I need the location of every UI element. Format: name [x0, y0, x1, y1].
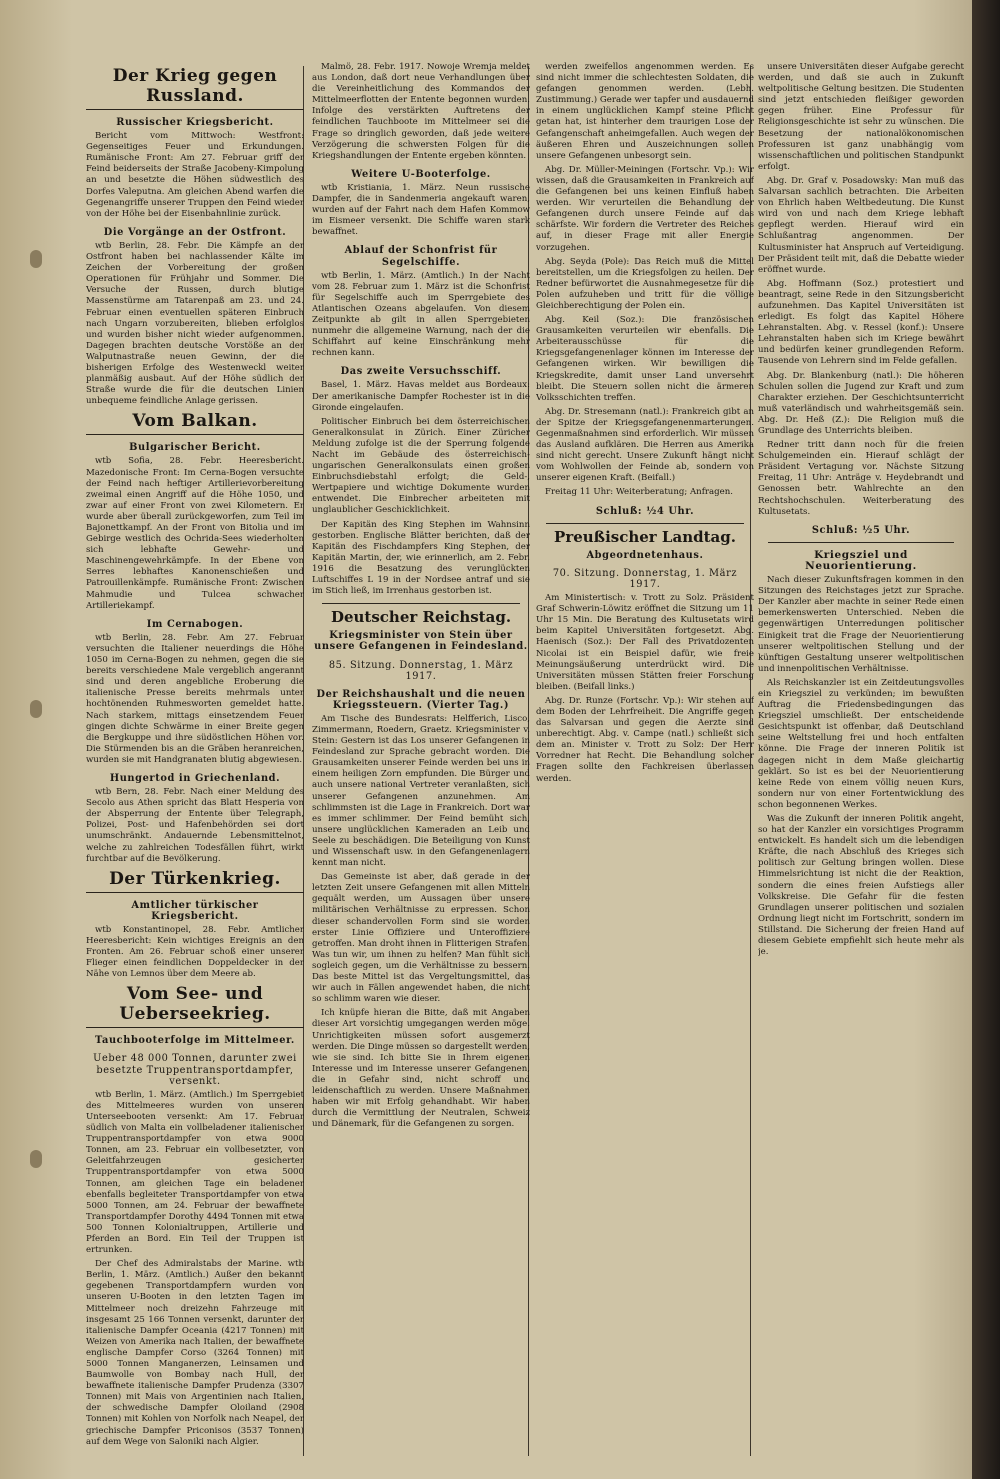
subhead-tonnage: Ueber 48 000 Tonnen, darunter zwei besetzte Truppentransportdampfer, versenkt. — [93, 1053, 297, 1087]
article-paragraph: Nach dieser Zukunftsfragen kommen in den Sitzungen des Reichstages jetzt zur Sprache. Der Kanzler aber machte in seiner Rede einen bemerkenswerten Unterschied. Neben die gegenwärtigen Unterredungen politischer Einigkeit trat die Frage der Neuorientierung unserer weltpolitischen Stellung und der künftigen Gestaltung unserer weltpolitischen und innenpolitischen Verhältnisse. — [758, 575, 964, 674]
article-paragraph: wtb Berlin, 28. Febr. Die Kämpfe an der Ostfront haben bei nachlassender Kälte im Zeichen der Vorbereitung der großen Operationen für Frühjahr und Sommer. Die Versuche der Russen, durch blutige Massenstürme am Tatarenpaß am 23. und 24. Februar einen eventuellen späteren Einbruch nach Ungarn vorzubereiten, blieben erfolglos und wurden bisher nicht wieder aufgenommen. Dagegen brachten deutsche Vorstöße an der Walputnastraße neuen Gewinn, der die bisherigen Erfolge des Westenweckl weiter planmäßig ausbaut. Auf der Höhe südlich der Straße wurde die für die deutschen Linien unbequeme feindliche Anlage gerissen. — [86, 240, 304, 407]
subhead-cerna: Im Cernabogen. — [146, 618, 244, 630]
subhead-budget: Der Reichshaushalt und die neuen Kriegssteuern. (Vierter Tag.) — [316, 688, 526, 711]
article-paragraph: Abg. Keil (Soz.): Die französischen Grausamkeiten verurteilen wir ebenfalls. Die Arbeiterausschüsse für die Kriegsgefangenenlager können im Interesse der Gefangenen wirken. Wir bewilligen die Kriegskredite, damit unser Land unversehrt bleibt. Die Steuern sollen nicht die ärmeren Volksschichten treffen. — [536, 315, 754, 403]
article-paragraph: Abg. Hoffmann (Soz.) protestiert und beantragt, seine Rede in den Sitzungsbericht aufzunehmen. Das Kapitel Universitäten ist erledigt. Es folgt das Kapitel Höhere Lehranstalten. Abg. v. Ressel (konf.): Unsere Lehranstalten haben sich im Kriege bewährt und bedürfen keiner grundlegenden Reform. Tausende von Lehrern sind im Felde gefallen. — [758, 278, 964, 367]
article-paragraph: wtb Bern, 28. Febr. Nach einer Meldung des Secolo aus Athen spricht das Blatt Hesperia von der Absperrung der Entente über Telegraph, Polizei, Post- und Hafenbehörden sei dort unumschränkt. Andauernde Lebensmittelnot, welche zu zahlreichen Todesfällen führt, wirkt furchtbar auf die Bevölkerung. — [86, 787, 304, 864]
article-paragraph: Malmö, 28. Febr. 1917. Nowoje Wremja meldet aus London, daß dort neue Verhandlungen über die Vereinheitlichung des Kommandos der Mittelmeerflotten der Entente begonnen wurden. Infolge des verstärkten Auftretens der feindlichen Tauchboote im Mittelmeer sei die Frage so dringlich geworden, daß jede weitere Verzögerung die schwersten Folgen für die Kriegshandlungen der Entente ergeben könnten. — [312, 62, 530, 161]
article-paragraph: Abg. Dr. Stresemann (natl.): Frankreich gibt an der Spitze der Kriegsgefangenenmarterungen. Gegenmaßnahmen sind erforderlich. Wir müssen das Ausland aufklären. Die Herren aus Amerika sind nicht gerecht. Unsere Zukunft hängt nicht vom Wohlwollen der Feinde ab, sondern von unserer eigenen Kraft. (Beifall.) — [536, 406, 754, 484]
column-3 — [536, 62, 754, 788]
article-paragraph: wtb Berlin, 1. März. (Amtlich.) Im Sperrgebiet des Mittelmeeres wurden von unseren Unterseebooten versenkt: Am 17. Februar südlich von Malta ein vollbeladener italienischer Truppentransportdampfer von etwa 9000 Tonnen, am 23. Februar ein vollbesetzter, von Geleitfahrzeugen gesicherter Truppentransportdampfer von etwa 5000 Tonnen, am gleichen Tage ein beladener ebenfalls begleiteter Transportdampfer von etwa 5000 Tonnen, am 24. Februar der bewaffnete Transportdampfer Dorothy 4494 Tonnen mit etwa 500 Tonnen Kolonialtruppen, Artillerie und Pferden an Bord. Ein Teil der Truppen ist ertrunken. — [86, 1089, 304, 1256]
article-paragraph: Am Ministertisch: v. Trott zu Solz. Präsident Graf Schwerin-Löwitz eröffnet die Sitzung um 11 Uhr 15 Min. Die Beratung des Kultusetats wird beim Kapitel Universitäten fortgesetzt. Abg. Haenisch (Soz.): Der Fall des Privatdozenten Nicolai ist ein Beispiel dafür, wie freie Meinungsäußerung unterdrückt wird. Die Universitäten müssen Stätten freier Forschung bleiben. (Beifall links.) — [536, 593, 754, 692]
article-paragraph: wtb Konstantinopel, 28. Febr. Amtlicher Heeresbericht: Kein wichtiges Ereignis an den Fronten. Am 26. Februar schoß einer unserer Flieger einen feindlichen Doppeldecker in der Nähe von Lemnos über dem Meere ab. — [86, 924, 304, 980]
subhead-russian-report: Russischer Kriegsbericht. — [116, 117, 274, 128]
article-paragraph: Abg. Dr. Müller-Meiningen (Fortschr. Vp.): Wir wissen, daß die Grausamkeiten in Frankreich auf die Gefangenen bei uns keinen Einfluß haben werden. Wir verurteilen die Behandlung der Gefangenen durch unsere Feinde auf das schärfste. Wir fordern die Vertreter des Reiches auf, in dieser Frage mit aller Energie vorzugehen. — [536, 164, 754, 253]
article-paragraph: wtb Sofia, 28. Febr. Heeresbericht. Mazedonische Front: Im Cerna-Bogen versuchte der Feind nach heftiger Artillerievorbereitung zweimal einen Angriff auf die Höhe 1050, und zwar auf einer Front von zwei Kilometern. Er wurde aber überall zurückgeworfen, zum Teil im Bajonettkampf. An der Front von Bitolia und im Gebirge westlich des Ochrida-Sees wiederholten sich lebhafte Gewehr- und Maschinengewehrkämpfe. In der Ebene von Serres lebhaftes Kanonenschießen und Patrouillenkämpfe. Rumänische Front: Zwischen Mahmudie und Tulcea schwacher Artilleriekampf. — [86, 456, 304, 611]
article-paragraph: Was die Zukunft der inneren Politik angeht, so hat der Kanzler ein vorsichtiges Programm entwickelt. Es handelt sich um die lebendigen Kräfte, die nach Abschluß des Krieges sich politisch zur Geltung bringen wollen. Diese Himmelsrichtung ist nicht die der Reaktion, sondern die eines freien Aufstiegs aller Volkskreise. Die Gefahr für die festen Grundlagen unserer politischen und sozialen Ordnung liegt nicht im Fortschritt, sondern im Stillstand. Die Sicherung der freien Hand auf diesem Gebiete empfiehlt sich heute mehr als je. — [758, 814, 964, 958]
divider — [322, 603, 520, 604]
article-paragraph: Am Tische des Bundesrats: Helfferich, Lisco, Zimmermann, Roedern, Graetz. Kriegsminister v. Stein: Gestern ist das Los unserer Gefangenen in Feindesland zur Sprache gebracht worden. Die Grausamkeiten unserer Feinde werden bei uns in einem heiligen Zorn empfunden. Die Bürger und auch unsere national Vertreter veranlaßten, sich unserer Gefangenen anzunehmen. Am schlimmsten ist die Lage in Frankreich. Dort war es immer schlimmer. Der Feind bemüht sich, unsere unglücklichen Kameraden an Leib und Seele zu beschädigen. Die Beteiligung von Kunst und Wissenschaft usw. in den Gefangenenlagern kennt man nicht. — [312, 713, 530, 869]
subhead-grace-period: Ablauf der Schonfrist für Segelschiffe. — [344, 245, 498, 268]
article-paragraph: Abg. Dr. Graf v. Posadowsky: Man muß das Salvarsan sachlich betrachten. Die Arbeiten von Ehrlich haben Weltbedeutung. Die Kunst wird von und nach dem Kriege lebhaft gepflegt werden. Hierauf wird ein Schlußantrag angenommen. Der Kultusminister hat Anspruch auf Verteidigung. Der Präsident teilt mit, daß die Debatte wieder eröffnet wurde. — [758, 175, 964, 275]
subhead-ostfront: Die Vorgänge an der Ostfront. — [103, 226, 287, 238]
article-paragraph: Ich knüpfe hieran die Bitte, daß mit Angaben dieser Art vorsichtig umgegangen werden möge. Unrichtigkeiten müssen sofort ausgemerzt werden. Die Dinge müssen so dargestellt werden, wie sie sind. Ich bitte Sie in Ihrem eigenen Interesse und im Interesse unserer Gefangenen, die in Gefahr sind, nicht schroff und leidenschaftlich zu werden. Unsere Maßnahmen haben wir mit Erfolg gehandhabt. Wir haben durch die Vermittlung der Neutralen, Schweiz und Dänemark, für die Gefangenen zu sorgen. — [312, 1008, 530, 1130]
subhead-turkish-report: Amtlicher türkischer Kriegsbericht. — [131, 899, 259, 922]
article-paragraph: Der Kapitän des King Stephen im Wahnsinn gestorben. Englische Blätter berichten, daß der Kapitän des Fischdampfers King Stephen, der Kapitän Martin, der, wie erinnerlich, am 2. Febr. 1916 die Besatzung des verunglückten Luftschiffes L 19 in der Nordsee antraf und sie im Stich ließ, im Irrenhaus gestorben ist. — [312, 519, 530, 597]
subhead-war-minister: Kriegsminister von Stein über unsere Gefangenen in Feindesland. — [314, 630, 528, 653]
subhead-second-ship: Das zweite Versuchsschiff. — [340, 366, 502, 378]
headline-war-aims: Kriegsziel und Neuorientierung. — [805, 548, 917, 572]
column-2 — [312, 62, 530, 1133]
column-1 — [86, 62, 304, 1451]
binding-hole — [30, 700, 42, 718]
divider — [546, 523, 744, 524]
article-paragraph: Abg. Dr. Blankenburg (natl.): Die höheren Schulen sollen die Jugend zur Kraft und zum Charakter erziehen. Der Geschichtsunterricht muß vaterländisch und wahrheitsgemäß sein. Abg. Dr. Heß (Z.): Die Religion muß die Grundlage des Unterrichts bleiben. — [758, 370, 964, 436]
closing-line: Schluß: ½4 Uhr. — [595, 505, 695, 517]
article-paragraph: Redner tritt dann noch für die freien Schulgemeinden ein. Hierauf schlägt der Präsident Vertagung vor. Nächste Sitzung Freitag, 11 Uhr: Anträge v. Heydebrandt und Genossen betr. Wahlrechte an den Rechtshochschulen. Weiterberatung des Kultusetats. — [758, 440, 964, 517]
book-edge — [972, 0, 1000, 1479]
article-paragraph: Freitag 11 Uhr: Weiterberatung; Anfragen. — [545, 487, 733, 498]
headline-russia: Der Krieg gegen Russland. — [86, 66, 304, 110]
article-paragraph: Abg. Seyda (Pole): Das Reich muß die Mittel bereitstellen, um die Kriegsfolgen zu heilen. Der Redner befürwortet die Ausnahmegesetze für die Polen aufzuheben und tritt für die völlige Gleichberechtigung der Polen ein. — [536, 256, 754, 311]
closing-line: Schluß: ½5 Uhr. — [811, 524, 911, 536]
subhead-house: Abgeordnetenhaus. — [586, 549, 704, 561]
article-paragraph: wtb Berlin, 28. Febr. Am 27. Februar versuchten die Italiener neuerdings die Höhe 1050 im Cerna-Bogen zu nehmen, gegen die sie bereits verschiedene Male vergeblich angerannt sind und deren angebliche Eroberung die italienische Presse bereits mehrmals unter hochtönenden Ruhmesworten gemeldet hatte. Nach starkem, mittags einsetzendem Feuer gingen dichte Schwärme in einer Breite gegen die Bergkuppe und ihre südöstlichen Höhen vor. Die Stürmenden bis an die Gräben heranreichen, wurden sie mit Handgranaten blutig abgewiesen. — [86, 632, 304, 765]
column-4 — [758, 62, 964, 961]
subhead-bulgarian-report: Bulgarischer Bericht. — [129, 442, 261, 454]
article-paragraph: Bericht vom Mittwoch: Westfront: Gegenseitiges Feuer und Erkundungen. Rumänische Front: Am 27. Februar griff der Feind beiderseits der Straße Jacobeny-Kimpolung an und besetzte die Höhen südwestlich des Dorfes Valeputna. Am gleichen Abend warfen die Gegenangriffe unserer Truppen den Feind wieder von der Höhe bei der Eisenbahnlinie zurück. — [86, 131, 304, 219]
session-line: 70. Sitzung. Donnerstag, 1. März 1917. — [552, 567, 738, 590]
binding-hole — [30, 250, 42, 268]
headline-landtag: Preußischer Landtag. — [554, 527, 736, 546]
article-paragraph: Abg. Dr. Runze (Fortschr. Vp.): Wir stehen auf dem Boden der Lehrfreiheit. Die Angriffe gegen das Salvarsan und gegen die Aerzte sind unberechtigt. Abg. v. Campe (natl.) schließt sich dem an. Minister v. Trott zu Solz: Der Herr Vorredner hat Recht. Die Behandlung solcher Fragen sollte den Fachkreisen überlassen werden. — [536, 695, 754, 784]
article-paragraph: wtb Kristiania, 1. März. Neun russische Dampfer, die in Sandenmeria angekauft waren, wurden auf der Fahrt nach dem Hafen Kommow im Eismeer versenkt. Die Schiffe waren stark bewaffnet. — [312, 182, 530, 238]
session-line: 85. Sitzung. Donnerstag, 1. März 1917. — [328, 659, 514, 682]
divider — [768, 542, 954, 543]
article-paragraph: unsere Universitäten dieser Aufgabe gerecht werden, und daß sie auch in Zukunft weltpolitische Geltung besitzen. Die Studenten sind jetzt entschieden fleißiger geworden gegen früher. Eine Professur für Religionsgeschichte ist sehr zu wünschen. Die Besetzung der nationalökonomischen Professuren ist ganz unabhängig vom wissenschaftlichen und politischen Standpunkt erfolgt. — [758, 62, 964, 172]
article-paragraph: Das Gemeinste ist aber, daß gerade in der letzten Zeit unsere Gefangenen mit allen Mitteln gequält werden, um Aussagen über unsere militärischen Verhältnisse zu erpressen. Schon dieser schandervollen Form sind sie worden erster Linie Offiziere und Unteroffiziere getroffen. Man droht ihnen in Flitterigen Strafen. Was tun wir, um ihnen zu helfen? Man fühlt sich sogleich gegen, um die Verhältnisse zu bessern. Das beste Mittel ist das Vergeltungsmittel, das wir auch in Fällen angewendet haben, die nicht so schlimm waren wie dieser. — [312, 872, 530, 1005]
headline-sea-war: Vom See- und Ueberseekrieg. — [86, 984, 304, 1028]
article-paragraph: wtb Berlin, 1. März. (Amtlich.) In der Nacht vom 28. Februar zum 1. März ist die Schonfrist für Segelschiffe auch im Sperrgebiete des Atlantischen Ozeans abgelaufen. Von diesem Zeitpunkte ab gilt in allen Sperrgebieten nunmehr die allgemeine Warnung, nach der die Schiffahrt auf keine Einschränkung mehr rechnen kann. — [312, 270, 530, 359]
subhead-more-uboat: Weitere U-Booterfolge. — [351, 168, 491, 180]
article-paragraph: werden zweifellos angenommen werden. Es sind nicht immer die schlechtesten Soldaten, die gefangen genommen werden. (Lebh. Zustimmung.) Gerade wer tapfer und ausdauernd in einem unglücklichen Kampf steine Pflicht getan hat, ist hinterher dem traurigen Lose der Gefangenschaft anheimgefallen. Auch wegen der äußeren Ehren und Auszeichnungen sollen unsere Gefangenen unbesorgt sein. — [536, 62, 754, 161]
article-paragraph: Politischer Einbruch bei dem österreichischen Generalkonsulat in Zürich. Einer Züricher Meldung zufolge ist die der Sperrung folgende Nacht im Gebäude des österreichisch-ungarischen Generalkonsulats einen großen Einbruchsdiebstahl erfolgt; die Geld-, Wertpapiere und wichtige Dokumente wurden entwendet. Die Einbrecher arbeiteten mit unglaublicher Geschicklichkeit. — [312, 416, 530, 516]
binding-hole — [30, 1150, 42, 1168]
article-paragraph: Als Reichskanzler ist ein Zeitdeutungsvolles ein Kriegsziel zu verkünden; im bewußten Auftrag die Friedensbedingungen das Kriegsziel umschließt. Der entscheidende Gesichtspunkt ist offenbar, daß Deutschland seine Weltstellung frei und hoch entfalten könne. Die Frage der inneren Politik ist dagegen nicht in dem Maße gleichartig geklärt. So ist es bei der Neuorientierung keine Rede von einem völlig neuen Kurs, sondern nur von einer Fortentwicklung des schon begonnenen Werkes. — [758, 677, 964, 810]
subhead-hunger: Hungertod in Griechenland. — [109, 772, 281, 784]
headline-reichstag: Deutscher Reichstag. — [330, 608, 512, 627]
article-paragraph: Basel, 1. März. Havas meldet aus Bordeaux: Der amerikanische Dampfer Rochester ist in die Gironde eingelaufen. — [312, 380, 530, 413]
article-paragraph: Der Chef des Admiralstabs der Marine. wtb Berlin, 1. März. (Amtlich.) Außer den bekannt gegebenen Transportdampfern wurden von unseren U-Booten in den letzten Tagen im Mittelmeer noch dreizehn Fahrzeuge mit insgesamt 25 166 Tonnen versenkt, darunter der italienische Dampfer Oceania (4217 Tonnen) mit Weizen von Amerika nach Italien, der bewaffnete englische Dampfer Corso (3264 Tonnen) mit 5000 Tonnen Manganerzen, Leinsamen und Baumwolle von Bombay nach Hull, der bewaffnete italienische Dampfer Prudenza (3307 Tonnen) mit Mais von Argentinien nach Italien, der schwedische Dampfer Oloiland (2908 Tonnen) mit Kohlen von Norfolk nach Neapel, der griechische Dampfer Priconisos (3537 Tonnen) auf dem Wege von Saloniki nach Algier. — [86, 1259, 304, 1447]
headline-balkan: Vom Balkan. — [86, 411, 304, 435]
headline-turkey: Der Türkenkrieg. — [86, 869, 304, 893]
subhead-submarine-success: Tauchbooterfolge im Mittelmeer. — [95, 1035, 295, 1047]
page-binding-margin — [0, 0, 72, 1479]
